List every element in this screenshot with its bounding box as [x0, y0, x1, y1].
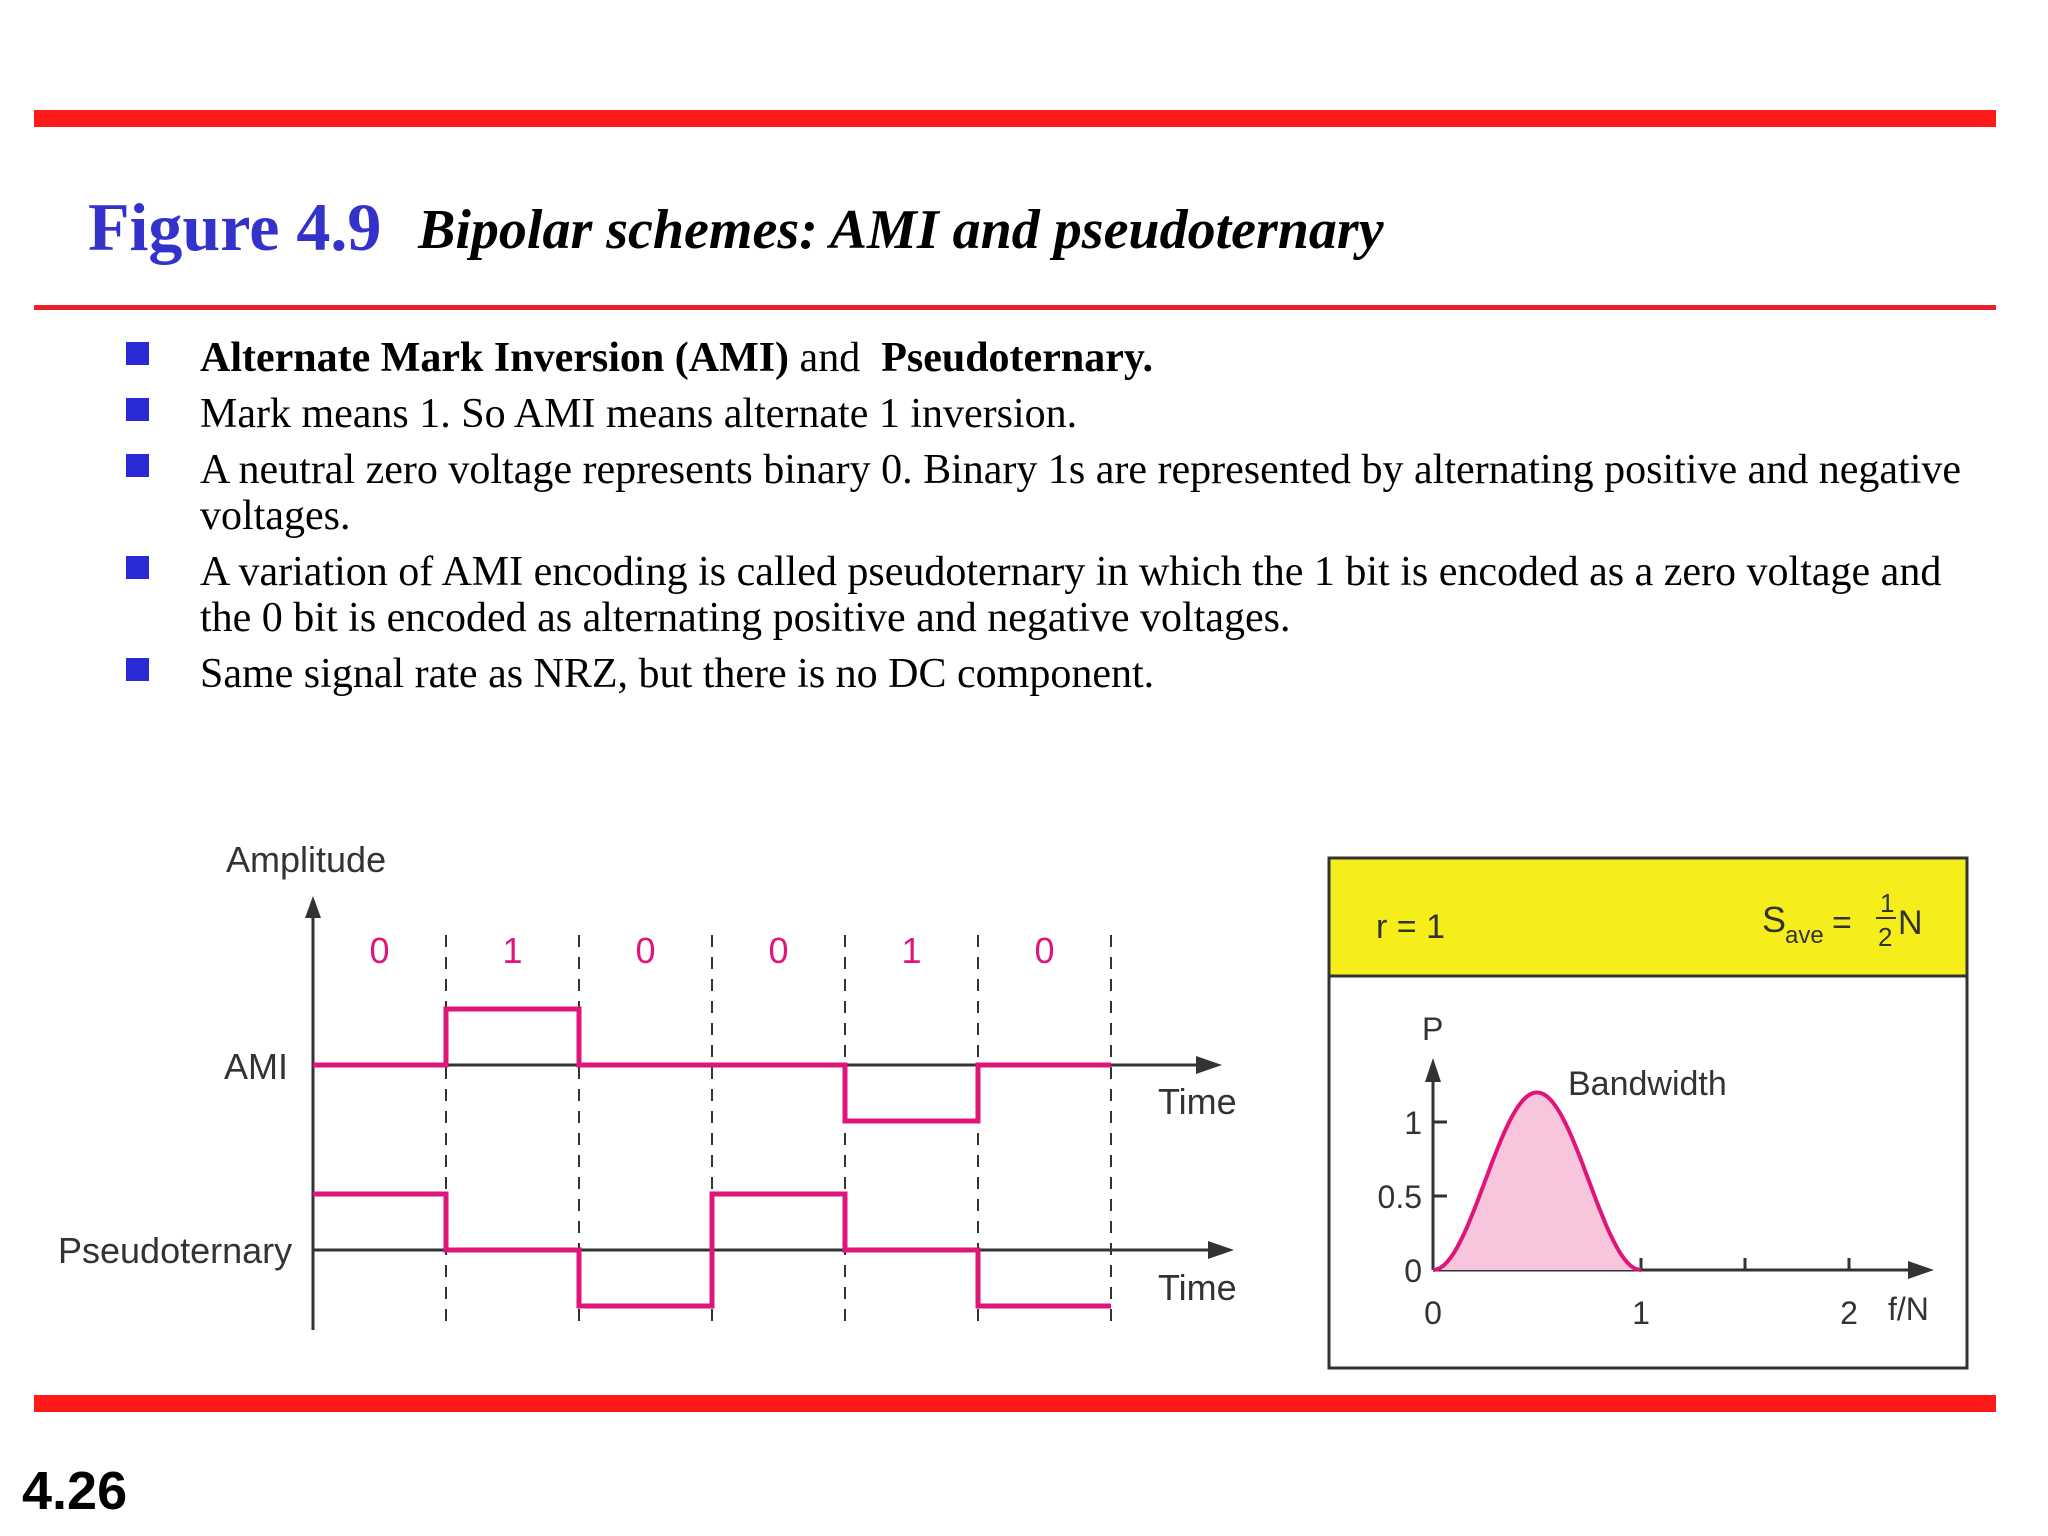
bit-label: 0	[1034, 930, 1055, 971]
y-tick-label: 0.5	[1377, 1179, 1422, 1215]
bullet-text: A variation of AMI encoding is called pseudoternary in which the 1 bit is encoded as a zero voltage and the 0 bit is encoded as alternating positive and negative voltages.	[200, 549, 1942, 641]
bullet-text: Mark means 1. So AMI means alternate 1 inversion.	[200, 391, 1078, 437]
y-tick-label: 0	[1404, 1253, 1422, 1289]
y-tick-label: 1	[1404, 1105, 1422, 1141]
bullet-text: Same signal rate as NRZ, but there is no DC component.	[200, 651, 1155, 697]
x-tick-label: 1	[1632, 1295, 1650, 1331]
x-axis-label: f/N	[1888, 1291, 1929, 1327]
bit-label: 0	[369, 930, 390, 971]
bit-label: 0	[635, 930, 656, 971]
frac-num: 1	[1880, 888, 1895, 918]
bit-dividers	[446, 935, 1111, 1325]
frac-den: 2	[1878, 922, 1893, 952]
save-eq: =	[1832, 904, 1852, 942]
pseudo-axis-arrow-icon	[1208, 1241, 1234, 1259]
y-ticks	[1378, 1105, 1447, 1289]
bullet-bold-text: Pseudoternary.	[881, 335, 1154, 381]
figure-caption: Bipolar schemes: AMI and pseudoternary	[418, 199, 1384, 261]
x-tick-label: 2	[1840, 1295, 1858, 1331]
figure-number: Figure 4.9	[88, 189, 382, 265]
page-number: 4.26	[22, 1461, 128, 1521]
bandwidth-fill	[1433, 1092, 1641, 1270]
pseudoternary-label: Pseudoternary	[58, 1230, 293, 1271]
ami-axis-arrow-icon	[1196, 1056, 1222, 1074]
amplitude-axis-arrow-icon	[305, 896, 321, 918]
ami-label: AMI	[224, 1046, 289, 1087]
bandwidth-label: Bandwidth	[1568, 1065, 1727, 1103]
bit-label: 1	[502, 930, 523, 971]
x-tick-label: 0	[1424, 1295, 1442, 1331]
pseudo-time-label: Time	[1158, 1267, 1237, 1308]
save-sub: ave	[1785, 922, 1824, 949]
spectrum-panel	[1329, 858, 1967, 1368]
f-axis-arrow-icon	[1908, 1261, 1934, 1279]
bullet-text: A neutral zero voltage represents binary 0. Binary 1s are represented by alternating positive and negative voltages.	[200, 447, 1962, 539]
bit-label: 1	[901, 930, 922, 971]
signal-diagram	[58, 839, 1237, 1330]
p-axis-arrow-icon	[1425, 1058, 1441, 1082]
bullet-text: and	[789, 335, 871, 381]
bottom-red-bar	[34, 1395, 1996, 1412]
p-label: P	[1422, 1011, 1444, 1047]
rate-label: r = 1	[1376, 908, 1445, 946]
frac-tail: N	[1898, 904, 1923, 942]
bullet-bold-text: Alternate Mark Inversion (AMI)	[200, 335, 790, 381]
bit-label: 0	[768, 930, 789, 971]
ami-time-label: Time	[1158, 1081, 1237, 1122]
save-s: S	[1762, 899, 1787, 940]
amplitude-label: Amplitude	[226, 839, 387, 880]
